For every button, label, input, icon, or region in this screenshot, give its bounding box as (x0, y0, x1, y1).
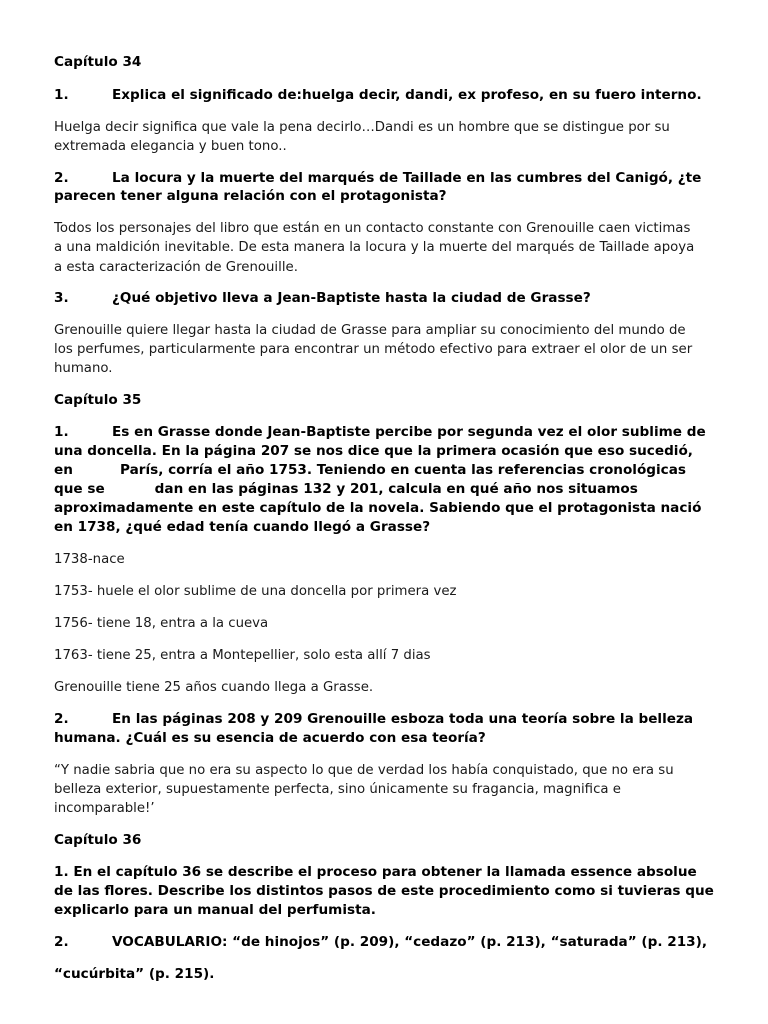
c35-question-2-line-2: humana. ¿Cuál es su esencia de acuerdo con esa teoría? (54, 730, 486, 746)
chapter-34-heading: Capítulo 34 (54, 54, 142, 70)
c35-answer-1763: 1763- tiene 25, entra a Montepellier, solo esta allí 7 dias (54, 648, 431, 663)
c34-q2-text-1: La locura y la muerte del marqués de Taillade en las cumbres del Canigó, ¿te (112, 170, 702, 186)
c35-q1-l4-rest: dan en las páginas 132 y 201, calcula en qué año nos situamos (154, 481, 638, 497)
c34-question-2-line-1 (54, 169, 701, 188)
c34-q3-number: 3. (54, 290, 69, 306)
c34-q1-number: 1. (54, 87, 69, 103)
c34-q2-number: 2. (54, 170, 69, 186)
c35-q1-l3-lead: en (54, 462, 73, 478)
c35-answer-2-line-3: incomparable!’ (54, 801, 155, 816)
c34-answer-1-line-2: extremada elegancia y buen tono.. (54, 139, 287, 154)
c34-q1-text: Explica el significado de:huelga decir, dandi, ex profeso, en su fuero interno. (112, 87, 702, 103)
c36-question-2-line-1 (54, 933, 707, 952)
c36-question-1-line-1: 1. En el capítulo 36 se describe el proceso para obtener la llamada essence absolue (54, 864, 697, 880)
c35-answer-1753: 1753- huele el olor sublime de una doncella por primera vez (54, 584, 457, 599)
chapter-35-heading: Capítulo 35 (54, 392, 142, 408)
c34-question-3 (54, 289, 591, 308)
c36-question-1-line-3: explicarlo para un manual del perfumista. (54, 902, 376, 918)
c34-answer-3-line-1: Grenouille quiere llegar hasta la ciudad de Grasse para ampliar su conocimiento del mundo de (54, 323, 686, 338)
c35-question-1-line-3 (54, 461, 686, 480)
c35-q2-number: 2. (54, 711, 69, 727)
c35-q1-text-1: Es en Grasse donde Jean-Baptiste percibe por segunda vez el olor sublime de (112, 424, 706, 440)
c34-answer-3-line-3: humano. (54, 361, 113, 376)
c35-question-2-line-1 (54, 710, 693, 729)
c34-answer-3-line-2: los perfumes, particularmente para encontrar un método efectivo para extraer el olor de un ser (54, 342, 693, 357)
c36-q2-text-1: VOCABULARIO: “de hinojos” (p. 209), “cedazo” (p. 213), “saturada” (p. 213), (112, 934, 707, 950)
c35-answer-summary: Grenouille tiene 25 años cuando llega a Grasse. (54, 680, 374, 695)
c35-q2-text-1: En las páginas 208 y 209 Grenouille esboza toda una teoría sobre la belleza (112, 711, 694, 727)
c34-answer-2-line-3: a esta caracterización de Grenouille. (54, 260, 298, 275)
c34-answer-1-line-1: Huelga decir significa que vale la pena decirlo…Dandi es un hombre que se distingue por su (54, 120, 670, 135)
c35-q1-l3-rest: París, corría el año 1753. Teniendo en cuenta las referencias cronológicas (120, 462, 687, 478)
c35-answer-2-line-2: belleza exterior, supuestamente perfecta, sino únicamente su fragancia, magnifica e (54, 782, 621, 797)
c34-q3-text: ¿Qué objetivo lleva a Jean-Baptiste hasta la ciudad de Grasse? (112, 290, 591, 306)
c35-question-1-line-6: en 1738, ¿qué edad tenía cuando llegó a Grasse? (54, 519, 431, 535)
c34-answer-2-line-2: a una maldición inevitable. De esta manera la locura y la muerte del marqués de Taillade apoya (54, 240, 695, 255)
c36-question-2-line-2: “cucúrbita” (p. 215). (54, 966, 215, 982)
c35-q1-l4-lead: que se (54, 481, 105, 497)
c35-question-1-line-1 (54, 423, 706, 442)
c35-question-1-line-2: una doncella. En la página 207 se nos dice que la primera ocasión que eso sucedió, (54, 443, 693, 459)
c36-q2-number: 2. (54, 934, 69, 950)
chapter-36-heading: Capítulo 36 (54, 832, 142, 848)
c34-question-1 (54, 86, 702, 105)
c35-answer-1756: 1756- tiene 18, entra a la cueva (54, 616, 269, 631)
c35-question-1-line-4 (54, 480, 638, 499)
c35-q1-number: 1. (54, 424, 69, 440)
c34-answer-2-line-1: Todos los personajes del libro que están en un contacto constante con Grenouille caen victimas (54, 221, 691, 236)
c35-answer-1738: 1738-nace (54, 552, 125, 567)
c35-answer-2-line-1: “Y nadie sabria que no era su aspecto lo que de verdad los había conquistado, que no era su (54, 763, 674, 778)
c34-question-2-line-2: parecen tener alguna relación con el protagonista? (54, 188, 447, 204)
c36-question-1-line-2: de las flores. Describe los distintos pasos de este procedimiento como si tuvieras que (54, 883, 714, 899)
c35-question-1-line-5: aproximadamente en este capítulo de la novela. Sabiendo que el protagonista nació (54, 500, 702, 516)
